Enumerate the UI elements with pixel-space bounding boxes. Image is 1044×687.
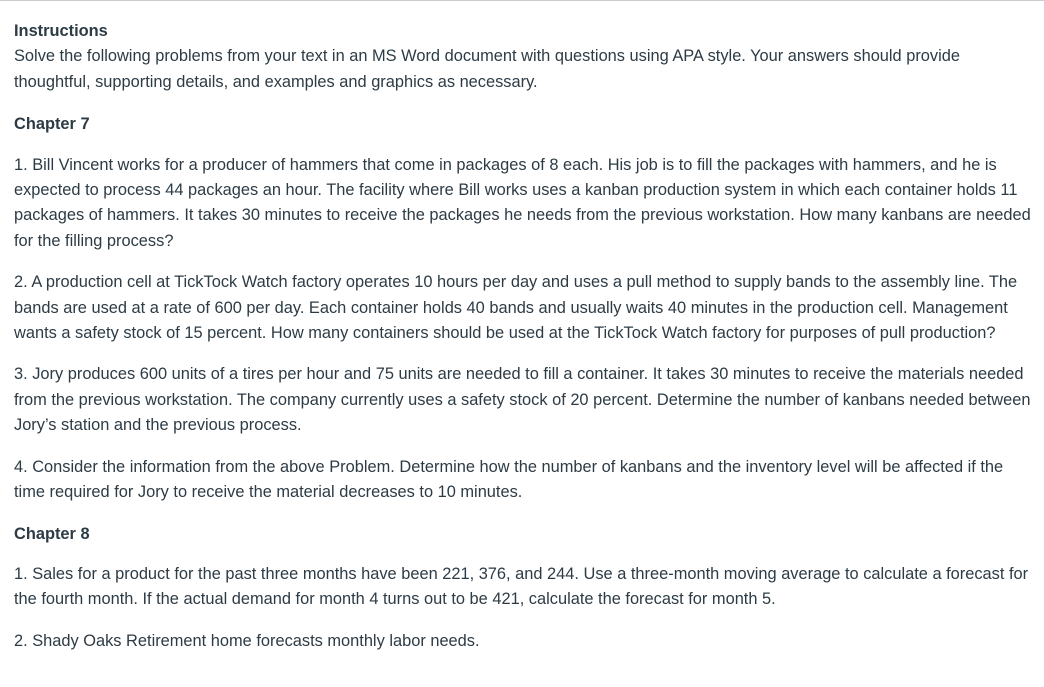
chapter-8-problem-1: 1. Sales for a product for the past three months have been 221, 376, and 244. Use a three-month moving average to calculate a forecast for the fourth month. If the actual demand for month 4 turns out to be 421, calculate the forecast for month 5. bbox=[14, 564, 1029, 609]
instructions-body: Solve the following problems from your text in an MS Word document with questions using APA style. Your answers should provide thoughtful, supporting details, and examples and graphics as necessary. bbox=[14, 47, 960, 91]
chapter-7-problem-3: 3. Jory produces 600 units of a tires per hour and 75 units are needed to fill a container. It takes 30 minutes to receive the materials needed from the previous workstation. The company currently uses a safety stock of 20 percent. Determine the number of kanbans needed between Jory’s station and the previous process. bbox=[14, 365, 1031, 435]
assignment-content bbox=[14, 19, 1036, 654]
chapter-8-heading: Chapter 8 bbox=[14, 524, 90, 543]
chapter-7-heading: Chapter 7 bbox=[14, 115, 90, 134]
instructions-heading: Instructions bbox=[14, 22, 108, 40]
chapter-7-problem-4: 4. Consider the information from the above Problem. Determine how the number of kanbans and the inventory level will be affected if the time required for Jory to receive the material decreases to 10 minutes. bbox=[14, 457, 1004, 502]
chapter-7-problem-1: 1. Bill Vincent works for a producer of hammers that come in packages of 8 each. His job is to fill the packages with hammers, and he is expected to process 44 packages an hour. The facility where Bill works uses a kanban production system in which each container holds 11 packages of hammers. It takes 30 minutes to receive the packages he needs from the previous workstation. How many kanbans are needed for the filling process? bbox=[14, 155, 1031, 250]
chapter-8-problem-2: 2. Shady Oaks Retirement home forecasts monthly labor needs. bbox=[14, 631, 480, 650]
chapter-7-problem-2: 2. A production cell at TickTock Watch factory operates 10 hours per day and uses a pull method to supply bands to the assembly line. The bands are used at a rate of 600 per day. Each container holds 40 bands and usually waits 40 minutes in the production cell. Management wants a safety stock of 15 percent. How many containers should be used at the TickTock Watch factory for purposes of pull production? bbox=[14, 273, 1018, 343]
top-divider bbox=[0, 0, 1044, 1]
